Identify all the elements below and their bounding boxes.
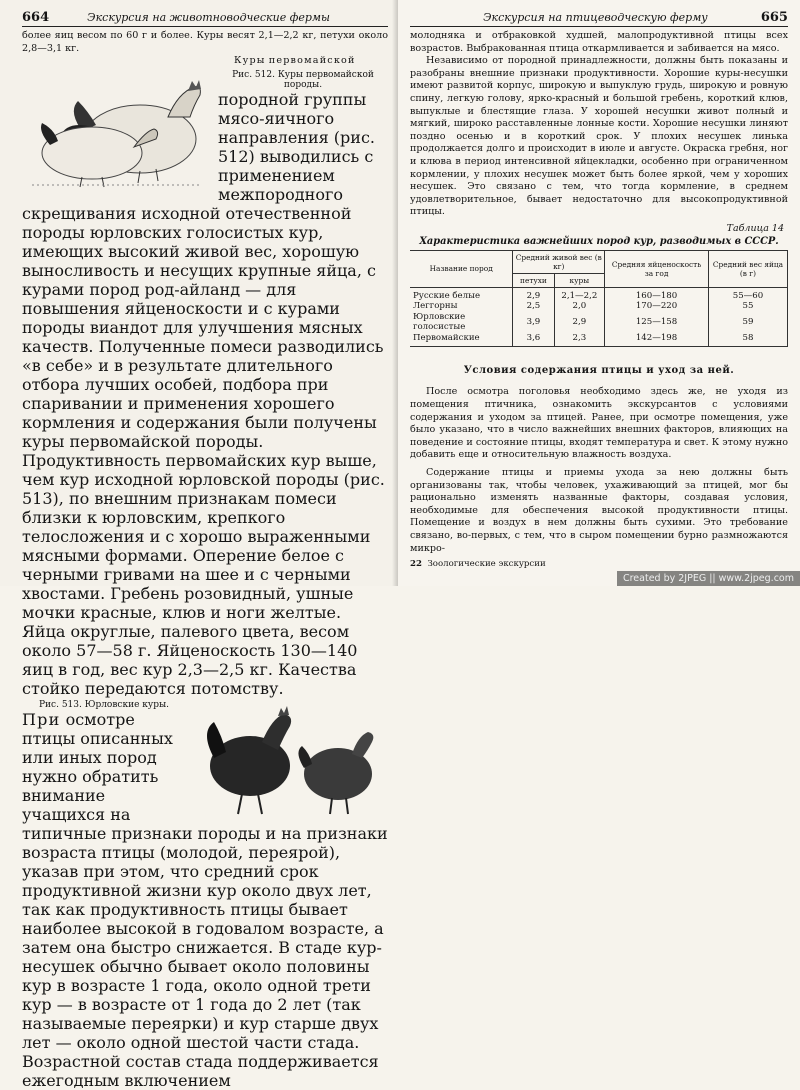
- left-page-number: 664: [22, 10, 50, 25]
- roosters-weight: 2,5: [513, 301, 554, 312]
- roosters-weight: 3,9: [513, 312, 554, 333]
- col-roosters: петухи: [513, 273, 554, 287]
- figure-512-caption: Рис. 512. Куры первомайской породы.: [232, 69, 374, 90]
- left-running-title: Экскурсия на животноводческие фермы: [87, 11, 330, 24]
- section-title: Условия содержания птицы и уход за ней.: [463, 365, 735, 377]
- hens-weight: 2,1—2,2: [554, 287, 605, 301]
- right-page-number: 665: [760, 10, 788, 25]
- left-para-2-lead: Куры: [234, 55, 266, 67]
- watermark: Created by 2JPEG || www.2jpeg.com: [617, 571, 800, 586]
- left-page-header: [22, 10, 388, 27]
- left-para-2-wrap: [22, 55, 388, 68]
- breed-name: Русские белые: [410, 287, 513, 301]
- col-breed: Название пород: [410, 250, 513, 287]
- hens-weight: 2,3: [554, 333, 605, 347]
- egg-count: 125—158: [605, 312, 709, 333]
- table-row: [410, 312, 788, 333]
- left-para-2-breed: первомайской: [268, 55, 356, 67]
- roosters-weight: 2,9: [513, 287, 554, 301]
- table-title: Характеристика важнейших пород кур, разводимых в СССР.: [419, 235, 779, 247]
- egg-weight: 59: [708, 312, 787, 333]
- right-para-2: Независимо от породной принадлежности, должны быть показаны и разобраны внешние признаки продуктивности. Хорошие куры-несушки имеют развитой корпус, широкую и выпуклую грудь, широкую и ровную спину, легкую голову, ярко-красный и большой гребень, короткий клюв, выпуклые и блестящие глаза. У хорошей несушки живот полный и мягкий, широко расставленные лонные кости. Хорошие несушки линяют поздно осенью и в короткий срок. У плохих несушек линька продолжается долго и происходит в июле и августе. Окраска гребня, ног и клюва в период интенсивной яйцекладки, особенно при ограниченном кормлении, у плохих несушек может быть более яркой, чем у хороших несушек. Это связано с тем, что тогда кормление, в среднем удовлетворительное, бывает недостаточно для высокопродуктивной птицы.: [410, 55, 788, 218]
- left-para-2-body: породной группы мясо-яичного направления (рис. 512) выводились с применением межпородного скрещивания исходной отечественной породы юрловских голосистых кур, имеющих высокий живой вес, хорошую выносливость и несущих крупные яйца, с курами пород род-айланд — для повышения яйценоскости и с курами породы виандот для улучшения мясных качеств. Полученные помеси разводились «в себе» и в результате длительного отбора лучших особей, подбора при спаривании и применения хорошего кормления и содержания были получены куры первомайской породы. Продуктивность первомайских кур выше, чем кур исходной юрловской породы (рис. 513), по внешним признакам помеси близки к юрловским, крепкого телосложения и с хорошо выраженными мясными формами. Оперение белое с черными гривами на шее и с черными хвостами. Гребень розовидный, ушные мочки красные, клюв и ноги желтые. Яйца округлые, палевого цвета, весом около 57—58 г. Яйценоскость 130—140 яиц в год, вес кур 2,3—2,5 кг. Качества стойко передаются потомству.: [22, 89, 385, 698]
- egg-weight: 55—60: [708, 287, 787, 301]
- table-header-row: [410, 250, 788, 273]
- breed-name: Первомайские: [410, 333, 513, 347]
- right-page: [398, 0, 800, 586]
- roosters-weight: 3,6: [513, 333, 554, 347]
- left-page: [0, 0, 398, 1090]
- egg-count: 160—180: [605, 287, 709, 301]
- breed-name: Леггорны: [410, 301, 513, 312]
- right-para-3: После осмотра поголовья необходимо здесь же, не уходя из помещения птичника, ознакомить экскурсантов с условиями содержания и уходом за птицей. Ранее, при осмотре помещения, уже было указано, что в число важнейших внешних факторов, влияющих на поведение и состояние птицы, входят температура и свет. К этому нужно добавить еще и относительную влажность воздуха.: [410, 386, 788, 461]
- egg-weight: 55: [708, 301, 787, 312]
- footer-signature-number: 22: [410, 559, 422, 570]
- right-para-4: Содержание птицы и приемы ухода за нею должны быть организованы так, чтобы человек, ухаживающий за птицей, мог бы рационально изменять названные факторы, создавая условия, необходимые для обеспечения высокой продуктивности птицы. Помещение и воздух в нем должны быть сухими. Это требование связано, во-первых, с тем, что в сыром помещении бурно размножаются микро-: [410, 466, 788, 554]
- figure-513: [192, 702, 388, 820]
- right-running-title: Экскурсия на птицеводческую ферму: [483, 11, 708, 24]
- col-egg-weight: Средний вес яйца (в г): [708, 250, 787, 287]
- figure-512: [22, 57, 210, 189]
- footer-signature-text: Зоологические экскурсии: [427, 559, 546, 570]
- hens-weight: 2,0: [554, 301, 605, 312]
- col-eggs: Средняя яйценоскость за год: [605, 250, 709, 287]
- right-page-header: [410, 10, 788, 27]
- table-caption: Таблица 14: [726, 222, 784, 234]
- breeds-table: [410, 250, 788, 348]
- page-footer: [410, 559, 788, 569]
- yurlov-hens-illustration: [192, 702, 388, 820]
- egg-count: 142—198: [605, 333, 709, 347]
- col-hens: куры: [554, 273, 605, 287]
- left-para-3-lead: При: [22, 709, 61, 729]
- left-para-1: более яиц весом по 60 г и более. Куры весят 2,1—2,2 кг, петухи около 2,8—3,1 кг.: [22, 30, 388, 54]
- table-row: [410, 301, 788, 312]
- egg-weight: 58: [708, 333, 787, 347]
- figure-513-caption: Рис. 513. Юрловские куры.: [39, 699, 169, 710]
- table-row: [410, 333, 788, 347]
- pervomay-hens-illustration: [22, 57, 208, 189]
- hens-weight: 2,9: [554, 312, 605, 333]
- table-row: [410, 287, 788, 301]
- col-weight: Средний живой вес (в кг): [513, 250, 605, 273]
- right-para-1: молодняка и отбраковкой худшей, малопродуктивной птицы всех возрастов. Выбракованная птица откармливается и забивается на мясо.: [410, 30, 788, 54]
- left-para-3-body: осмотре птицы описанных или иных пород нужно обратить внимание учащихся на типичные признаки породы и на признаки возраста птицы (молодой, переярой), указав при этом, что средний срок продуктивной жизни кур около двух лет, так как продуктивность птицы бывает наиболее высокой в годовалом возрасте, а затем она быстро снижается. В стаде кур-несушек обычно бывает около половины кур в возрасте 1 года, около одной трети кур — в возрасте от 1 года до 2 лет (так называемые переярки) и кур старше двух лет — около одной шестой части стада. Возрастной состав стада поддерживается ежегодным включением: [22, 709, 388, 1090]
- egg-count: 170—220: [605, 301, 709, 312]
- breed-name: Юрловские голосистые: [410, 312, 513, 333]
